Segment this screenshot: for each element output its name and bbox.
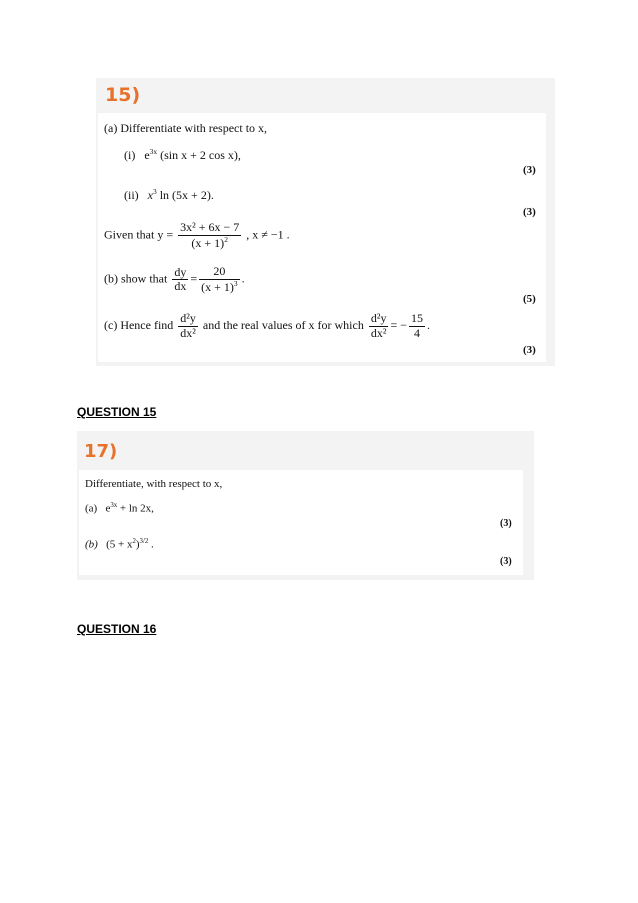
q15-part-a-i [124,147,241,163]
q15-part-c: (c) Hence find $\frac{\text{d²y}}{\text{dx²}}$ and the real values of x for which $\frac{\text{d²y}}{\text{dx²}}$ = − $\frac{15}{4}$ . [104,311,431,340]
q15-a-i-exp: 3x [149,147,158,156]
question-17-number: 17) [84,441,118,462]
q15-given [104,221,290,251]
q15-part-a: (a) Differentiate with respect to x, [104,121,268,135]
q15-given-den: $(x + 1)^2$ [191,234,228,250]
q15-a-ii-rest: ln (5x + 2). [159,188,214,202]
q15-given-prefix: Given that y = [104,227,174,242]
q17-intro: Differentiate, with respect to x, [85,478,223,490]
question-15-number: 15) [105,84,141,106]
q15-a-i-marks: (3) [523,164,536,176]
q15-a-ii-exp: 3 [153,187,157,196]
q15-c-frac1: $\frac{\text{d²y}}{\text{dx²}}$ [180,311,196,340]
heading-question-16: QUESTION 16 [77,622,157,636]
q17-part-a: (a) $e^{3x} + \ln 2x$, [85,502,154,515]
q15-given-num: 3x² + 6x − 7 [180,220,240,234]
heading-question-15: QUESTION 15 [77,405,157,419]
q17-a-marks: (3) [500,518,512,529]
q15-a-i-base: e [144,148,150,162]
q15-a-ii-marks: (3) [523,206,536,218]
q15-c-prefix: (c) Hence find [104,318,174,333]
q15-b-marks: (5) [523,293,536,305]
q15-part-a-ii [124,187,214,203]
question-15-panel [96,78,555,366]
q15-a-ii-base: x [147,188,153,202]
q15-c-frac2: $\frac{\text{d²y}}{\text{dx²}}$ [370,311,387,340]
q15-part-b: (b) show that $\frac{dy}{dx}$ = $\frac{20}{(x + 1)^3}$ . [104,264,245,294]
q15-a-i-rest: (sin x + 2 cos x), [160,148,241,162]
q17-part-b: (b) $(5 + x^2)^{3/2}$ . [85,538,154,551]
q15-a-i-label: (i) [124,148,136,162]
question-17-panel [77,431,534,580]
q15-a-ii-label: (ii) [124,188,139,202]
q15-b-rhs: $\frac{20}{(x + 1)^3}$ [201,264,238,294]
q15-given-suffix: , x ≠ −1 . [246,227,290,242]
q15-c-frac3: $\frac{15}{4}$ [411,311,424,340]
q15-given-fraction [178,221,241,251]
q17-b-marks: (3) [500,556,512,567]
q15-b-prefix: (b) show that [104,271,168,286]
q15-c-marks: (3) [523,344,536,356]
q15-c-middle: and the real values of x for which [202,318,364,333]
q15-b-lhs: $\frac{dy}{dx}$ [174,264,187,294]
